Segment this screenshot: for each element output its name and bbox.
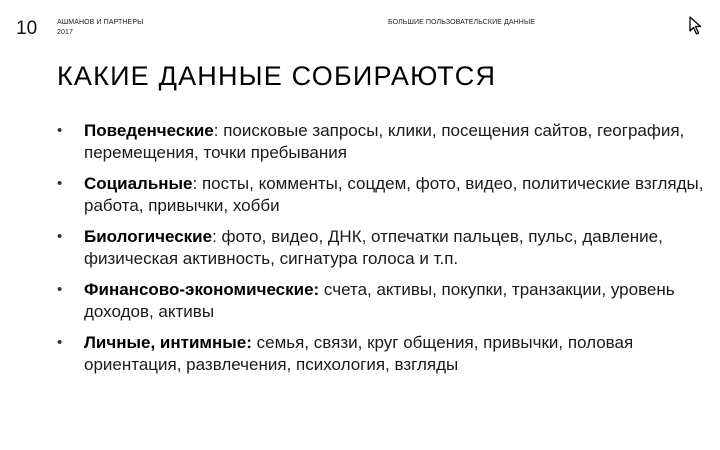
bullet-term: Биологические <box>84 227 213 246</box>
arrow-cursor-icon <box>689 16 703 36</box>
slide-number: 10 <box>16 18 38 39</box>
list-item <box>57 120 707 164</box>
header-topic: БОЛЬШИЕ ПОЛЬЗОВАТЕЛЬСКИЕ ДАННЫЕ <box>388 19 536 26</box>
bullet-text: : посты, комменты, соцдем, фото, видео, политические взгляды, работа, привычки, хобби <box>84 174 704 215</box>
bullet-marker: • <box>57 175 63 192</box>
bullet-term: Социальные <box>84 174 193 193</box>
bullet-term: Личные, интимные: <box>84 333 252 352</box>
data-types-list <box>57 120 707 385</box>
bullet-marker: • <box>57 334 63 351</box>
bullet-text: семья, связи, круг общения, привычки, половая ориентация, развлечения, психология, взгляды <box>84 333 634 374</box>
slide-title: КАКИЕ ДАННЫЕ СОБИРАЮТСЯ <box>57 61 497 91</box>
bullet-marker: • <box>57 122 63 139</box>
company-block <box>57 18 143 38</box>
list-item <box>57 173 707 217</box>
bullet-text: : фото, видео, ДНК, отпечатки пальцев, пульс, давление, физическая активность, сигнатура голоса и т.п. <box>84 227 663 268</box>
list-item <box>57 279 707 323</box>
bullet-text: : поисковые запросы, клики, посещения сайтов, география, перемещения, точки пребывания <box>84 121 685 162</box>
list-item <box>57 226 707 270</box>
bullet-term: Поведенческие <box>84 121 214 140</box>
bullet-marker: • <box>57 228 63 245</box>
company-name: АШМАНОВ И ПАРТНЕРЫ <box>57 19 144 26</box>
company-year: 2017 <box>57 29 73 36</box>
bullet-term: Финансово-экономические: <box>84 280 320 299</box>
bullet-text: счета, активы, покупки, транзакции, уровень доходов, активы <box>84 280 675 321</box>
list-item <box>57 332 707 376</box>
bullet-marker: • <box>57 281 63 298</box>
